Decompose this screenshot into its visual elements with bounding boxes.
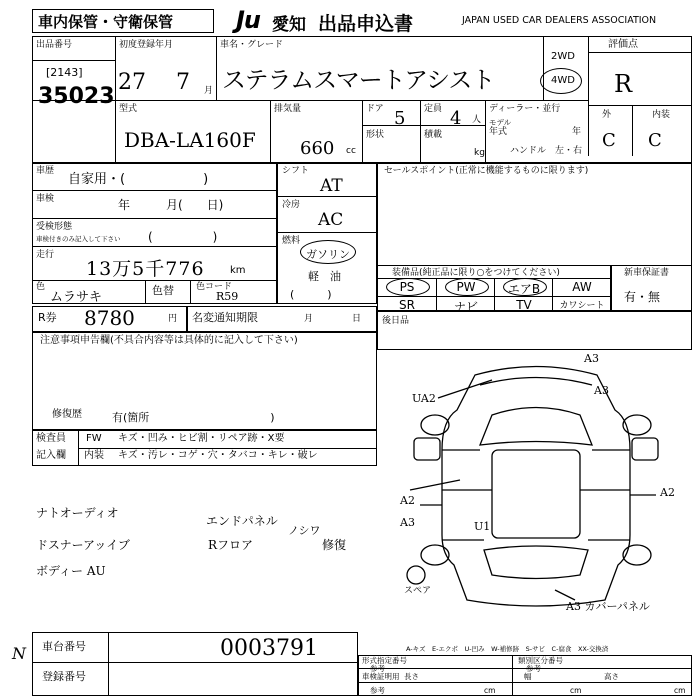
chassis-value: 0003791 [220, 636, 318, 661]
inspector-label-2: 記入欄 [36, 450, 66, 461]
door-value: 5 [394, 108, 406, 129]
deadline-label: 名変通知期限 [192, 311, 258, 324]
cert-height-label: 高さ [604, 672, 619, 681]
cert-label: 車検証明用 [362, 672, 400, 681]
exterior-label: 外 [602, 110, 612, 120]
equipment-item: PW [456, 280, 476, 294]
model-value: DBA-LA160F [124, 128, 256, 152]
displacement-value: 660 [300, 138, 335, 159]
color-value: ムラサキ [50, 290, 103, 305]
form-title: 出品申込書 [318, 13, 414, 35]
car-name-value: ステラムスマートアシスト [222, 66, 495, 94]
registration-month: 7 [176, 70, 190, 95]
model-label: 型式 [119, 104, 138, 114]
remark-5: Rフロア [208, 538, 254, 552]
equipment-item: カワシート [559, 301, 605, 311]
remark-4: エンドパネル [206, 514, 278, 528]
damage-legend: A-キズ E-エクボ U-凹み W-補修跡 S-サビ C-腐食 XX-交換済 [406, 645, 609, 653]
interior-label: 内装 [652, 110, 671, 120]
equipment-item: PS [399, 280, 415, 294]
load-label: 積載 [424, 130, 443, 140]
color-code-label: 色コード [196, 282, 233, 292]
remark-3: ボディー AU [36, 564, 106, 578]
usage-label: 車歴 [36, 166, 55, 176]
margin-mark: N [12, 644, 26, 663]
inspection-value: 年 月( 日) [118, 198, 224, 212]
storage-label: 車内保管・守衛保管 [38, 13, 174, 31]
diagram-mark-right-rear: A3 [594, 384, 609, 397]
fuel-gasoline: ガソリン [306, 248, 350, 261]
fuel-gasoline-circle [300, 240, 356, 264]
diagram-mark-front: A3 [584, 352, 599, 365]
receive-form-label: 受検形態 [36, 222, 73, 232]
car-name-label: 車名・グレード [220, 40, 284, 50]
repair-label: 修復歴 [52, 409, 82, 420]
equipment-item: SR [399, 298, 415, 312]
receive-form-note: 車検付きのみ記入して下さい [36, 235, 121, 243]
sales-point-block [377, 162, 692, 266]
receive-form-paren: ( ) [148, 230, 218, 244]
cert-cm-2: cm [570, 686, 582, 695]
inspector-row2: キズ・汚レ・コゲ・穴・タバコ・キレ・破レ [118, 450, 318, 461]
diagram-mark-left-front: UA2 [412, 392, 436, 405]
cert-width-label: 幅 [524, 672, 532, 681]
cert-cm-1: cm [484, 686, 496, 695]
deadline-day: 日 [352, 314, 362, 324]
cert-class-label2: 参考 [526, 664, 541, 673]
interior-value: C [648, 130, 662, 151]
back-date-block [377, 311, 692, 350]
drive-2wd: 2WD [551, 51, 575, 62]
inspection-label: 車検 [36, 194, 55, 204]
capacity-label: 定員 [424, 104, 443, 114]
usage-value: 自家用・( ) [68, 172, 209, 187]
warranty-label: 新車保証書 [624, 268, 670, 278]
equipment-circle [445, 278, 489, 296]
equipment-label: 装備品(純正品に限り○をつけてください) [392, 268, 560, 278]
registration-month-unit: 月 [204, 86, 214, 96]
tax-label: R券 [38, 311, 57, 324]
evaluation-label: 評価点 [608, 39, 638, 50]
equipment-item: ナビ [453, 300, 478, 314]
diagram-mark-rear-cover: A3 カバーパネル [566, 600, 650, 613]
equipment-circle [386, 278, 430, 296]
back-date-label: 後日品 [382, 316, 410, 326]
equipment-item: エアB [507, 282, 541, 296]
cert-type-label: 形式指定番号 [362, 656, 407, 665]
ac-value: AC [318, 210, 344, 230]
repair-value: 有(箇所 ) [112, 411, 275, 424]
remark-7: 修復 [322, 538, 347, 552]
mileage-value: 13万5千776 [86, 258, 205, 280]
shape-label: 形状 [366, 130, 385, 140]
remark-1: ナトオーディオ [36, 506, 119, 520]
cert-class-label: 類別区分番号 [518, 656, 563, 665]
displacement-unit: cc [346, 146, 356, 156]
fuel-diesel: 軽 油 [308, 270, 341, 283]
fuel-label: 燃料 [282, 236, 301, 246]
fuel-other: ( ) [290, 288, 332, 301]
displacement-label: 排気量 [274, 104, 302, 114]
spare-label: スペア [404, 586, 432, 596]
deadline-month: 月 [304, 314, 314, 324]
evaluation-score: R [614, 70, 633, 98]
model-year-label1: モデル [489, 118, 512, 127]
handle-label: ハンドル 左・右 [510, 146, 583, 156]
color-code-value: R59 [216, 290, 239, 303]
equipment-item: AW [572, 280, 592, 294]
cert-cm-3: cm [674, 686, 686, 695]
drive-4wd: 4WD [551, 75, 575, 86]
color-change-label: 色替 [152, 284, 174, 297]
color-label: 色 [36, 282, 46, 292]
lot-label: 出品番号 [36, 40, 73, 50]
inspector-row1: キズ・凹み・ヒビ割・リペア跡・X要 [118, 433, 285, 444]
model-year-label2: 年式 [489, 127, 508, 137]
ac-label: 冷房 [282, 200, 301, 210]
logo-city: 愛知 [272, 15, 306, 35]
exterior-value: C [602, 130, 616, 151]
diagram-mark-u1: U1 [474, 520, 491, 533]
inspector-row1-tag: FW [86, 433, 102, 444]
diagram-mark-left-mid: A2 [400, 494, 415, 507]
inspector-label-1: 検査員 [36, 433, 66, 444]
reg-number-label: 登録番号 [42, 670, 86, 683]
warranty-value: 有・無 [624, 290, 661, 304]
diagram-mark-left-rear: A3 [400, 516, 415, 529]
cert-length-label: 長さ [404, 672, 419, 681]
diagram-mark-right-mid: A2 [660, 486, 675, 499]
load-unit: kg [474, 148, 485, 158]
dealer-label: ディーラー・並行 [489, 104, 561, 114]
shift-label: シフト [282, 166, 310, 176]
mileage-label: 走行 [36, 250, 55, 260]
inspector-row2-tag: 内装 [84, 450, 104, 461]
lot-bracket-number: [2143] [46, 66, 83, 79]
association-name: JAPAN USED CAR DEALERS ASSOCIATION [462, 15, 657, 26]
sales-point-label: セールスポイント(正常に機能するものに限ります) [384, 166, 589, 176]
capacity-unit: 人 [472, 115, 482, 125]
lot-number: 35023 [38, 84, 115, 109]
cert-type-label2: 参考 [370, 664, 385, 673]
tax-unit: 円 [168, 314, 178, 324]
cert-label2: 参考 [370, 686, 385, 695]
shift-value: AT [320, 176, 343, 196]
tax-value: 8780 [84, 306, 135, 330]
remark-6: ノシワ [288, 524, 321, 537]
door-label: ドア [366, 104, 384, 114]
equipment-item: TV [516, 298, 532, 312]
notes-label: 注意事項申告欄(不具合内容等は具体的に記入して下さい) [40, 335, 298, 346]
drive-4wd-circle [540, 68, 582, 94]
capacity-value: 4 [450, 108, 462, 129]
chassis-label: 車台番号 [42, 640, 86, 653]
remark-2: ドスナーアッイブ [36, 538, 130, 552]
registration-label: 初度登録年月 [119, 40, 174, 50]
year-unit: 年 [572, 127, 582, 137]
equipment-circle [503, 278, 547, 296]
registration-year: 27 [118, 70, 146, 95]
ju-logo: Ju [236, 6, 261, 34]
mileage-unit: km [230, 265, 246, 276]
